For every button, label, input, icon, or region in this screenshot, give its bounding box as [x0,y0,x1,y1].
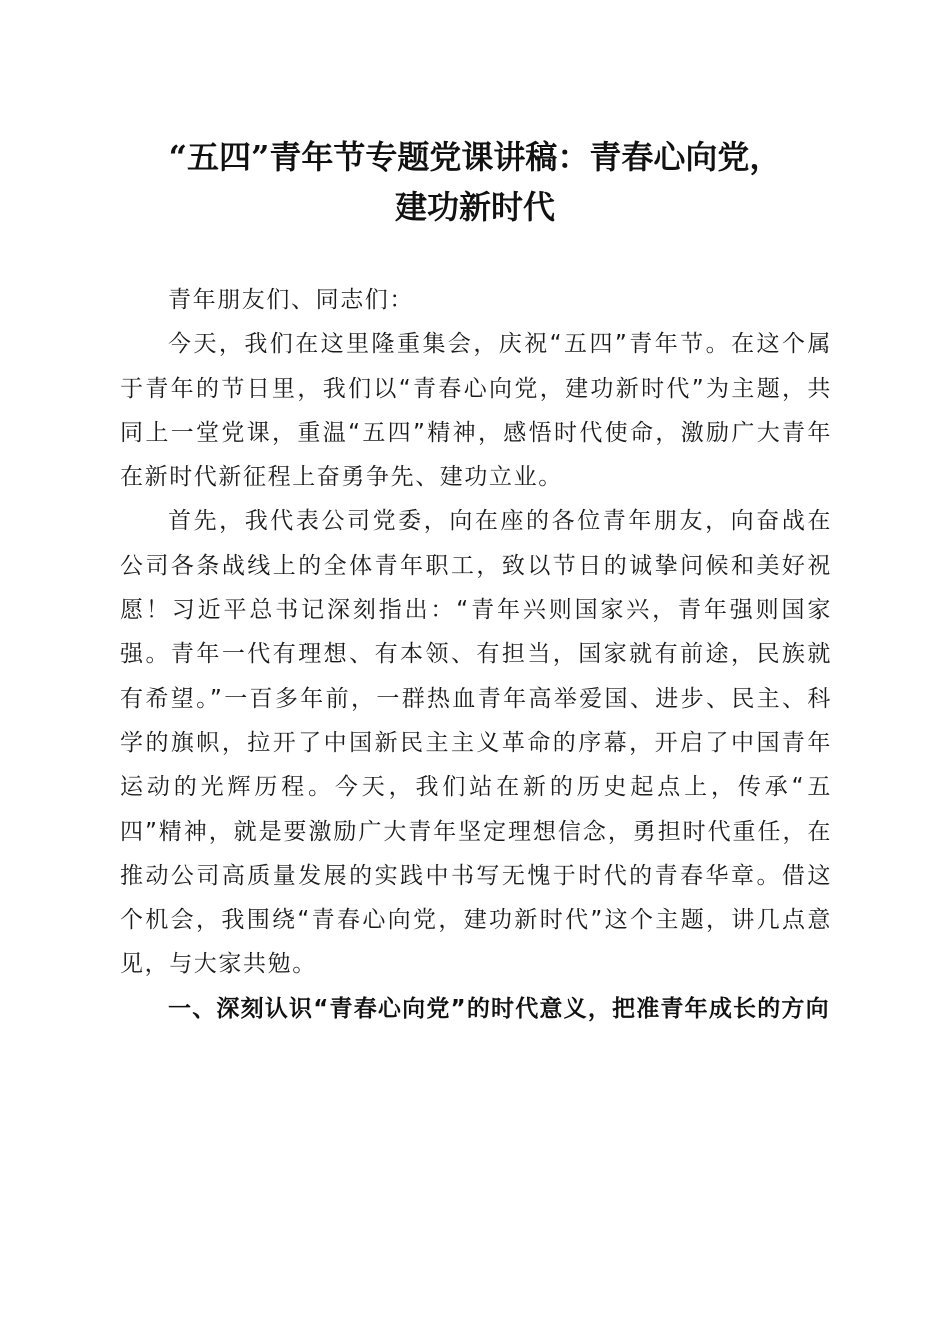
paragraph-greeting: 首先，我代表公司党委，向在座的各位青年朋友，向奋战在公司各条战线上的全体青年职工，致以节日的诚挚问候和美好祝愿！习近平总书记深刻指出：“青年兴则国家兴，青年强则国家强。青年一代有理想、有本领、有担当，国家就有前途，民族就有希望。”一百多年前，一群热血青年高举爱国、进步、民主、科学的旗帜，拉开了中国新民主主义革命的序幕，开启了中国青年运动的光辉历程。今天，我们站在新的历史起点上，传承“五四”精神，就是要激励广大青年坚定理想信念，勇担时代重任，在推动公司高质量发展的实践中书写无愧于时代的青春华章。借这个机会，我围绕“青春心向党，建功新时代”这个主题，讲几点意见，与大家共勉。 [120,508,832,978]
document-title [110,132,840,232]
document-body [120,278,832,1031]
title-line-2: 建功新时代 [394,188,555,226]
paragraph-opening: 今天，我们在这里隆重集会，庆祝“五四”青年节。在这个属于青年的节日里，我们以“青春心向党，建功新时代”为主题，共同上一堂党课，重温“五四”精神，感悟时代使命，激励广大青年在新时代新征程上奋勇争先、建功立业。 [120,331,832,491]
title-line-1: “五四”青年节专题党课讲稿：青春心向党， [168,138,782,176]
salutation: 青年朋友们、同志们： [168,287,414,313]
section-heading-1: 一、深刻认识“青春心向党”的时代意义，把准青年成长的方向 [168,995,830,1022]
